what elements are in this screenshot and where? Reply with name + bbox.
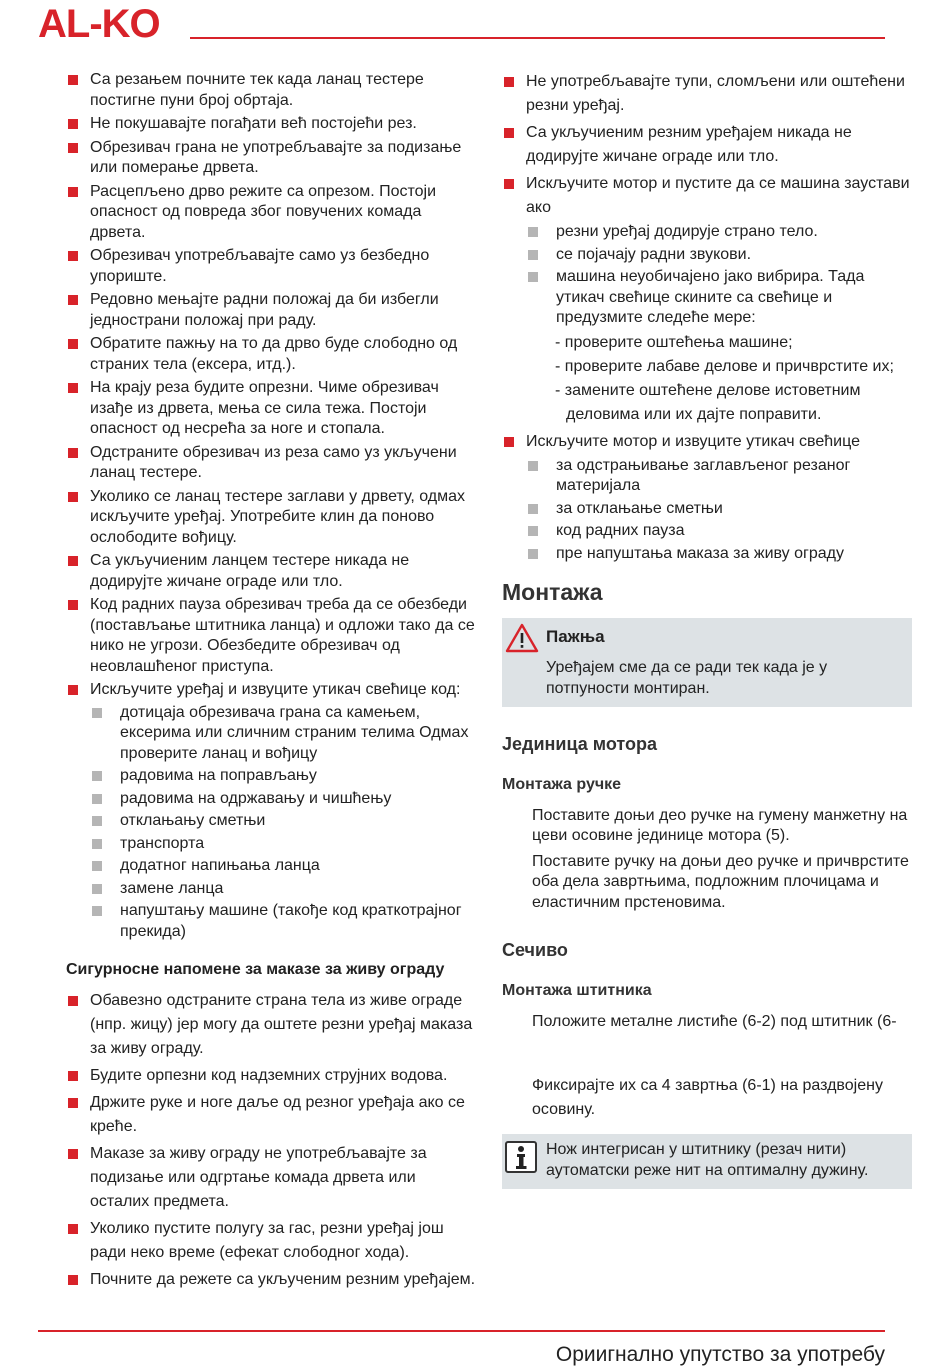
list-item: Уколико се ланац тестере заглави у дрвету, одмах искључите уређај. Употребите клин да поново ослободите вођицу. <box>66 487 476 549</box>
list-item: Обрезивач употребљавајте само уз безбедно упориште. <box>66 246 476 287</box>
list-item: Будите орпезни код надземних струјних водова. <box>66 1064 476 1088</box>
measure-item: - замените оштећене делове истоветним деловима или их дајте поправити. <box>555 381 861 423</box>
sub-list <box>526 222 912 329</box>
list-item: На крају реза будите опрезни. Чиме обрезивач изађе из дрвета, мења се сила тежа. Постоји опасност од несрећа за ноге и стопала. <box>66 378 476 440</box>
measures-list <box>526 331 912 427</box>
list-item: Држите руке и ноге даље од резног уређаја ако се креће. <box>66 1091 476 1139</box>
list-item: Са укључиеним ланцем тестере никада не додирујте жичане ограде или тло. <box>66 551 476 592</box>
sub-list-item: за отклањање сметњи <box>526 499 912 520</box>
handle-assembly-heading: Монтажа ручке <box>502 776 622 793</box>
sub-list-item: се појачају радни звукови. <box>526 245 912 266</box>
sub-list-item: транспорта <box>90 834 476 855</box>
sub-list <box>90 703 476 943</box>
guard-step-2: Фиксирајте их са 4 завртња (6-1) на раздвојену осовину. <box>532 1077 883 1118</box>
guard-step-1: Положите металне листиће (6-2) под штитник (6- <box>532 1012 897 1030</box>
left-column <box>66 70 476 1295</box>
sub-list-item: пре напуштања маказа за живу ограду <box>526 544 912 565</box>
sub-list-item: замене ланца <box>90 879 476 900</box>
motor-unit-heading: Јединица мотора <box>502 734 657 754</box>
list-item: Одстраните обрезивач из реза само уз укључени ланац тестере. <box>66 443 476 484</box>
sub-list-item: напуштању машине (такође код краткотрајног прекида) <box>90 901 476 942</box>
list-item: Расцепљено дрво режите са опрезом. Постоји опасност од повреда због повучених комада дрвета. <box>66 182 476 244</box>
warning-box <box>502 618 912 707</box>
list-item: Не покушавајте погађати већ постојећи рез. <box>66 114 476 135</box>
warning-title: Пажња <box>546 627 605 646</box>
list-item: Обрезивач грана не употребљавајте за подизање или померање дрвета. <box>66 138 476 179</box>
al-ko-logo <box>38 3 183 43</box>
list-item: Обратите пажњу на то да дрво буде слободно од страних тела (ексера, итд.). <box>66 334 476 375</box>
sub-list-item: радовима на одржавању и чишћењу <box>90 789 476 810</box>
list-item <box>66 680 476 942</box>
sub-list-item: радовима на поправљању <box>90 766 476 787</box>
info-box <box>502 1134 912 1189</box>
footer-title: Ориигнално упутство за употребу <box>555 1343 885 1366</box>
list-item: Не употребљавајте тупи, сломљени или оштећени резни уређај. <box>502 70 912 118</box>
sub-list-item: отклањању сметњи <box>90 811 476 832</box>
list-item: Маказе за живу ограду не употребљавајте за подизање или одгртање комада дрвета или осталих предмета. <box>66 1142 476 1214</box>
list-item <box>502 430 912 565</box>
footer-rule <box>38 1330 885 1332</box>
sub-list-item: додатног напињања ланца <box>90 856 476 877</box>
handle-step-1: Поставите доњи део ручке на гумену манжетну на цеви осовине јединице мотора (5). <box>532 806 908 844</box>
safety-list <box>66 70 476 942</box>
info-text: Нож интегрисан у штитнику (резач нити) аутоматски реже нит на оптималну дужину. <box>546 1141 869 1179</box>
list-item: Уколико пустите полугу за гас, резни уређај још ради неко време (ефекат слободног хода). <box>66 1217 476 1265</box>
info-icon <box>504 1140 538 1174</box>
safety-list-right <box>502 70 912 564</box>
sub-list-item: резни уређај додирује страно тело. <box>526 222 912 243</box>
handle-step-2: Поставите ручку на доњи део ручке и причврстите оба дела завртњима, подложним плочицама и еластичним прстеновима. <box>532 852 909 911</box>
right-column <box>502 70 912 1189</box>
measure-item: - проверите лабаве делове и причврстите их; <box>555 357 894 375</box>
guard-assembly-heading: Монтажа штитника <box>502 982 652 999</box>
assembly-title: Монтажа <box>502 579 603 605</box>
sub-list <box>526 456 912 565</box>
warning-text: Уређајем сме да се ради тек када је у потпуности монтиран. <box>546 659 828 697</box>
sub-list-item: дотицаја обрезивача грана са камењем, ексерима или сличним страним телима Одмах проверите ланац и вођицу <box>90 703 476 765</box>
list-item: Почните да режете са укљученим резним уређајем. <box>66 1268 476 1292</box>
list-item-text: Искључите мотор и пустите да се машина заустави ако <box>526 175 910 216</box>
hedge-safety-heading: Сигурносне напомене за маказе за живу ограду <box>66 961 445 978</box>
list-item-text: Искључите мотор и извуците утикач свећице <box>526 432 860 450</box>
svg-text:AL-KO: AL-KO <box>38 3 160 43</box>
list-item: Обавезно одстраните страна тела из живе ограде (нпр. жицу) јер могу да оштете резни уређај маказа за живу ограду. <box>66 989 476 1061</box>
measure-item: - проверите оштећења машине; <box>555 333 793 351</box>
sub-list-item: машина неуобичајено јако вибрира. Тада утикач свећице скините са свећице и предузмите следеће мере: <box>526 267 912 329</box>
blade-heading: Сечиво <box>502 940 568 960</box>
list-item: Код радних пауза обрезивач треба да се обезбеди (постављање штитника ланца) и одложи тако да се нико не угрози. Обезбедите обрезивач од неовлашћеног приступа. <box>66 595 476 677</box>
list-item-text: Искључите уређај и извуците утикач свећице код: <box>90 681 461 698</box>
list-item: Редовно мењајте радни положај да би избегли једнострани положај при раду. <box>66 290 476 331</box>
sub-list-item: код радних пауза <box>526 521 912 542</box>
hedge-safety-list <box>66 989 476 1292</box>
header-rule <box>190 37 885 39</box>
sub-list-item: за одстрањивање заглављеног резаног материјала <box>526 456 912 497</box>
list-item: Са резањем почните тек када ланац тестере постигне пуни број обртаја. <box>66 70 476 111</box>
warning-triangle-icon <box>505 622 539 654</box>
list-item <box>502 172 912 427</box>
list-item: Са укључиеним резним уређајем никада не додирујте жичане ограде или тло. <box>502 121 912 169</box>
